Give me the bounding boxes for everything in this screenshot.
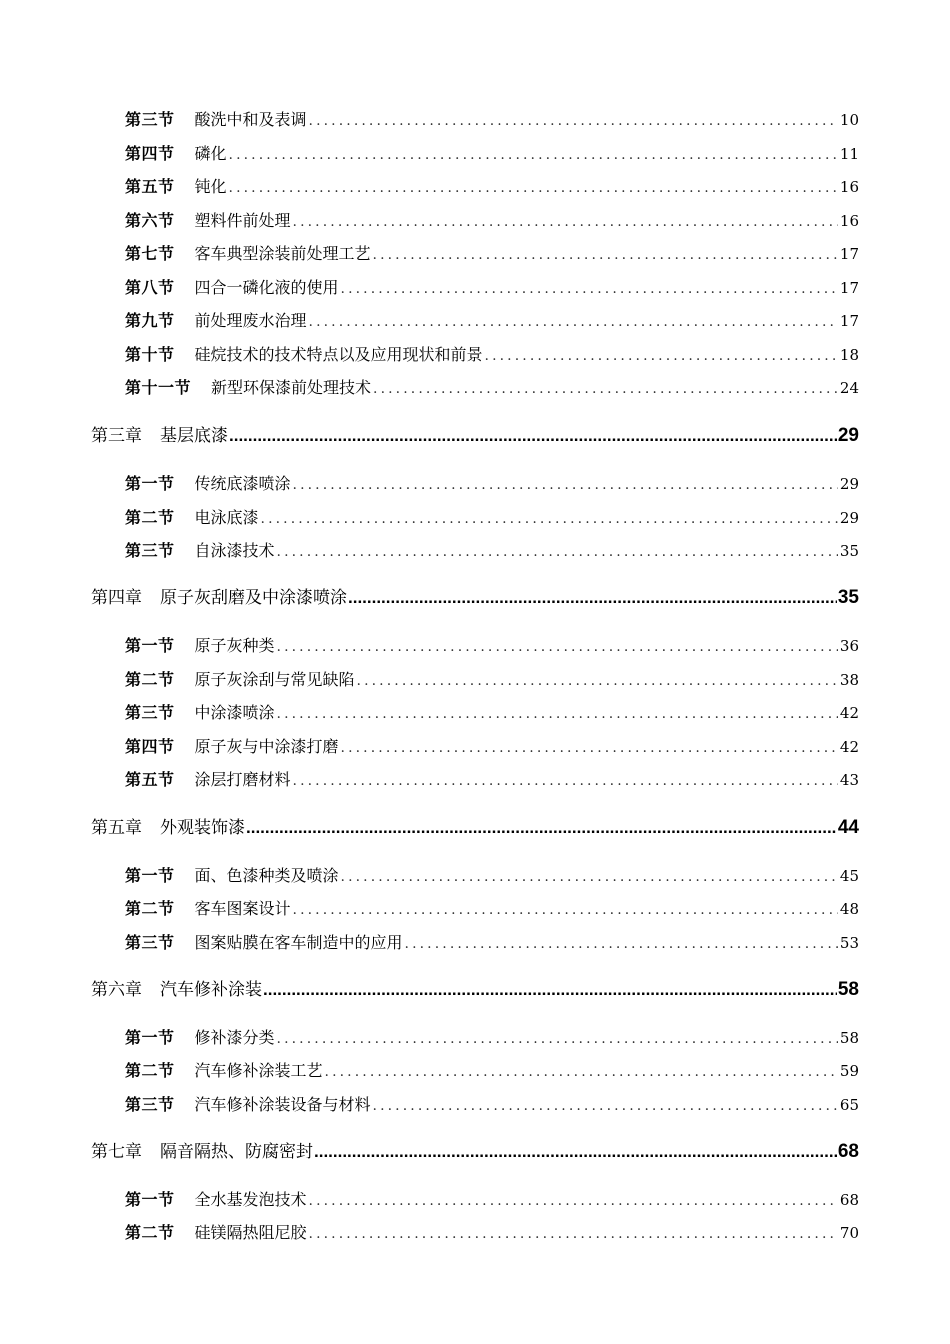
page-number: 16 [839, 212, 859, 230]
chapter-title: 汽车修补涂装 [160, 980, 262, 1000]
section-number: 第二节 [125, 670, 175, 689]
page-number: 53 [839, 934, 859, 952]
toc-chapter-entry [91, 813, 859, 839]
toc-section-entry [125, 700, 859, 723]
section-title: 前处理废水治理 [194, 311, 307, 330]
toc-chapter-entry [91, 1137, 859, 1163]
page-number: 24 [839, 379, 859, 397]
toc-section-entry [125, 174, 859, 197]
toc-section-entry [125, 505, 859, 528]
section-number: 第二节 [125, 1223, 175, 1242]
dot-leader [309, 1193, 838, 1209]
section-number: 第一节 [125, 1028, 175, 1047]
section-number: 第十一节 [125, 378, 192, 397]
toc-section-entry [125, 1187, 859, 1210]
section-number: 第九节 [125, 311, 175, 330]
page-number: 38 [839, 671, 859, 689]
dot-leader [246, 818, 837, 838]
dot-leader [263, 980, 837, 1000]
section-title: 硅烷技术的技术特点以及应用现状和前景 [194, 345, 483, 364]
page-number: 36 [839, 637, 859, 655]
section-title: 原子灰涂刮与常见缺陷 [194, 670, 355, 689]
section-title: 客车典型涂装前处理工艺 [194, 244, 371, 263]
section-number: 第一节 [125, 866, 175, 885]
page-number: 68 [837, 1141, 859, 1162]
toc-section-entry [125, 107, 859, 130]
section-title: 中涂漆喷涂 [194, 703, 275, 722]
section-title: 客车图案设计 [194, 899, 291, 918]
dot-leader [373, 247, 838, 263]
dot-leader [277, 544, 838, 560]
dot-leader [309, 314, 838, 330]
dot-leader [261, 511, 838, 527]
dot-leader [277, 639, 838, 655]
toc-chapter-entry [91, 583, 859, 609]
dot-leader [341, 740, 838, 756]
page-number: 29 [837, 425, 859, 446]
chapter-number: 第五章 [91, 818, 142, 838]
dot-leader [325, 1064, 838, 1080]
section-title: 电泳底漆 [194, 508, 259, 527]
page-number: 58 [839, 1029, 859, 1047]
dot-leader [293, 902, 838, 918]
section-title: 新型环保漆前处理技术 [211, 378, 372, 397]
page-number: 43 [839, 771, 859, 789]
chapter-title: 原子灰刮磨及中涂漆喷涂 [160, 588, 347, 608]
dot-leader [229, 147, 838, 163]
dot-leader [373, 1098, 838, 1114]
dot-leader [229, 180, 838, 196]
page-number: 48 [839, 900, 859, 918]
dot-leader [341, 869, 838, 885]
toc-section-entry [125, 667, 859, 690]
page-number: 29 [839, 509, 859, 527]
page-number: 59 [839, 1062, 859, 1080]
page-number: 11 [839, 145, 859, 163]
page-number: 68 [839, 1191, 859, 1209]
dot-leader [373, 381, 838, 397]
toc-section-entry [125, 896, 859, 919]
toc-section-entry [125, 1092, 859, 1115]
section-title: 钝化 [194, 177, 227, 196]
section-number: 第七节 [125, 244, 175, 263]
dot-leader [293, 214, 838, 230]
page-number: 10 [839, 111, 859, 129]
page-number: 58 [837, 979, 859, 1000]
chapter-number: 第三章 [91, 426, 142, 446]
chapter-title: 基层底漆 [160, 426, 228, 446]
section-number: 第四节 [125, 144, 175, 163]
section-title: 全水基发泡技术 [194, 1190, 307, 1209]
page-number: 44 [837, 817, 859, 838]
page-number: 70 [839, 1224, 859, 1242]
toc-section-entry [125, 375, 859, 398]
dot-leader [293, 477, 838, 493]
page-number: 16 [839, 178, 859, 196]
section-title: 磷化 [194, 144, 227, 163]
page-number: 45 [839, 867, 859, 885]
page-number: 18 [839, 346, 859, 364]
dot-leader [293, 773, 838, 789]
toc-chapter-entry [91, 975, 859, 1001]
section-title: 传统底漆喷涂 [194, 474, 291, 493]
section-title: 汽车修补涂装设备与材料 [194, 1095, 371, 1114]
section-title: 涂层打磨材料 [194, 770, 291, 789]
section-number: 第十节 [125, 345, 175, 364]
page-number: 17 [839, 312, 859, 330]
dot-leader [405, 936, 838, 952]
page-number: 29 [839, 475, 859, 493]
dot-leader [277, 706, 838, 722]
dot-leader [485, 348, 838, 364]
toc-section-entry [125, 734, 859, 757]
section-title: 酸洗中和及表调 [194, 110, 307, 129]
section-number: 第五节 [125, 770, 175, 789]
section-title: 塑料件前处理 [194, 211, 291, 230]
section-number: 第一节 [125, 636, 175, 655]
page-number: 42 [839, 738, 859, 756]
dot-leader [341, 281, 838, 297]
chapter-title: 外观装饰漆 [160, 818, 245, 838]
toc-chapter-entry [91, 421, 859, 447]
section-title: 自泳漆技术 [194, 541, 275, 560]
toc-section-entry [125, 141, 859, 164]
section-title: 面、色漆种类及喷涂 [194, 866, 339, 885]
dot-leader [277, 1031, 838, 1047]
section-number: 第四节 [125, 737, 175, 756]
dot-leader [229, 426, 837, 446]
toc-section-entry [125, 538, 859, 561]
section-number: 第二节 [125, 508, 175, 527]
section-title: 原子灰与中涂漆打磨 [194, 737, 339, 756]
section-title: 图案贴膜在客车制造中的应用 [194, 933, 403, 952]
chapter-number: 第四章 [91, 588, 142, 608]
toc-section-entry [125, 1220, 859, 1243]
page-number: 35 [837, 587, 859, 608]
page-number: 17 [839, 245, 859, 263]
page-number: 35 [839, 542, 859, 560]
section-number: 第三节 [125, 1095, 175, 1114]
section-number: 第三节 [125, 110, 175, 129]
section-number: 第一节 [125, 474, 175, 493]
toc-section-entry [125, 633, 859, 656]
section-title: 硅镁隔热阻尼胶 [194, 1223, 307, 1242]
section-number: 第八节 [125, 278, 175, 297]
section-title: 修补漆分类 [194, 1028, 275, 1047]
page-number: 17 [839, 279, 859, 297]
section-number: 第二节 [125, 899, 175, 918]
chapter-number: 第七章 [91, 1142, 142, 1162]
dot-leader [314, 1142, 837, 1162]
section-number: 第二节 [125, 1061, 175, 1080]
section-title: 原子灰种类 [194, 636, 275, 655]
dot-leader [348, 588, 837, 608]
section-title: 汽车修补涂装工艺 [194, 1061, 323, 1080]
dot-leader [309, 113, 838, 129]
section-number: 第六节 [125, 211, 175, 230]
chapter-title: 隔音隔热、防腐密封 [160, 1142, 313, 1162]
dot-leader [309, 1226, 838, 1242]
chapter-number: 第六章 [91, 980, 142, 1000]
section-number: 第三节 [125, 541, 175, 560]
dot-leader [357, 673, 838, 689]
section-number: 第三节 [125, 703, 175, 722]
section-number: 第五节 [125, 177, 175, 196]
toc-section-entry [125, 342, 859, 365]
section-number: 第三节 [125, 933, 175, 952]
section-title: 四合一磷化液的使用 [194, 278, 339, 297]
page-number: 65 [839, 1096, 859, 1114]
toc-section-entry [125, 471, 859, 494]
toc-section-entry [125, 1058, 859, 1081]
toc-section-entry [125, 930, 859, 953]
toc-section-entry [125, 275, 859, 298]
page-number: 42 [839, 704, 859, 722]
section-number: 第一节 [125, 1190, 175, 1209]
toc-section-entry [125, 1025, 859, 1048]
toc-section-entry [125, 208, 859, 231]
toc-section-entry [125, 308, 859, 331]
toc-section-entry [125, 863, 859, 886]
toc-section-entry [125, 767, 859, 790]
toc-section-entry [125, 241, 859, 264]
